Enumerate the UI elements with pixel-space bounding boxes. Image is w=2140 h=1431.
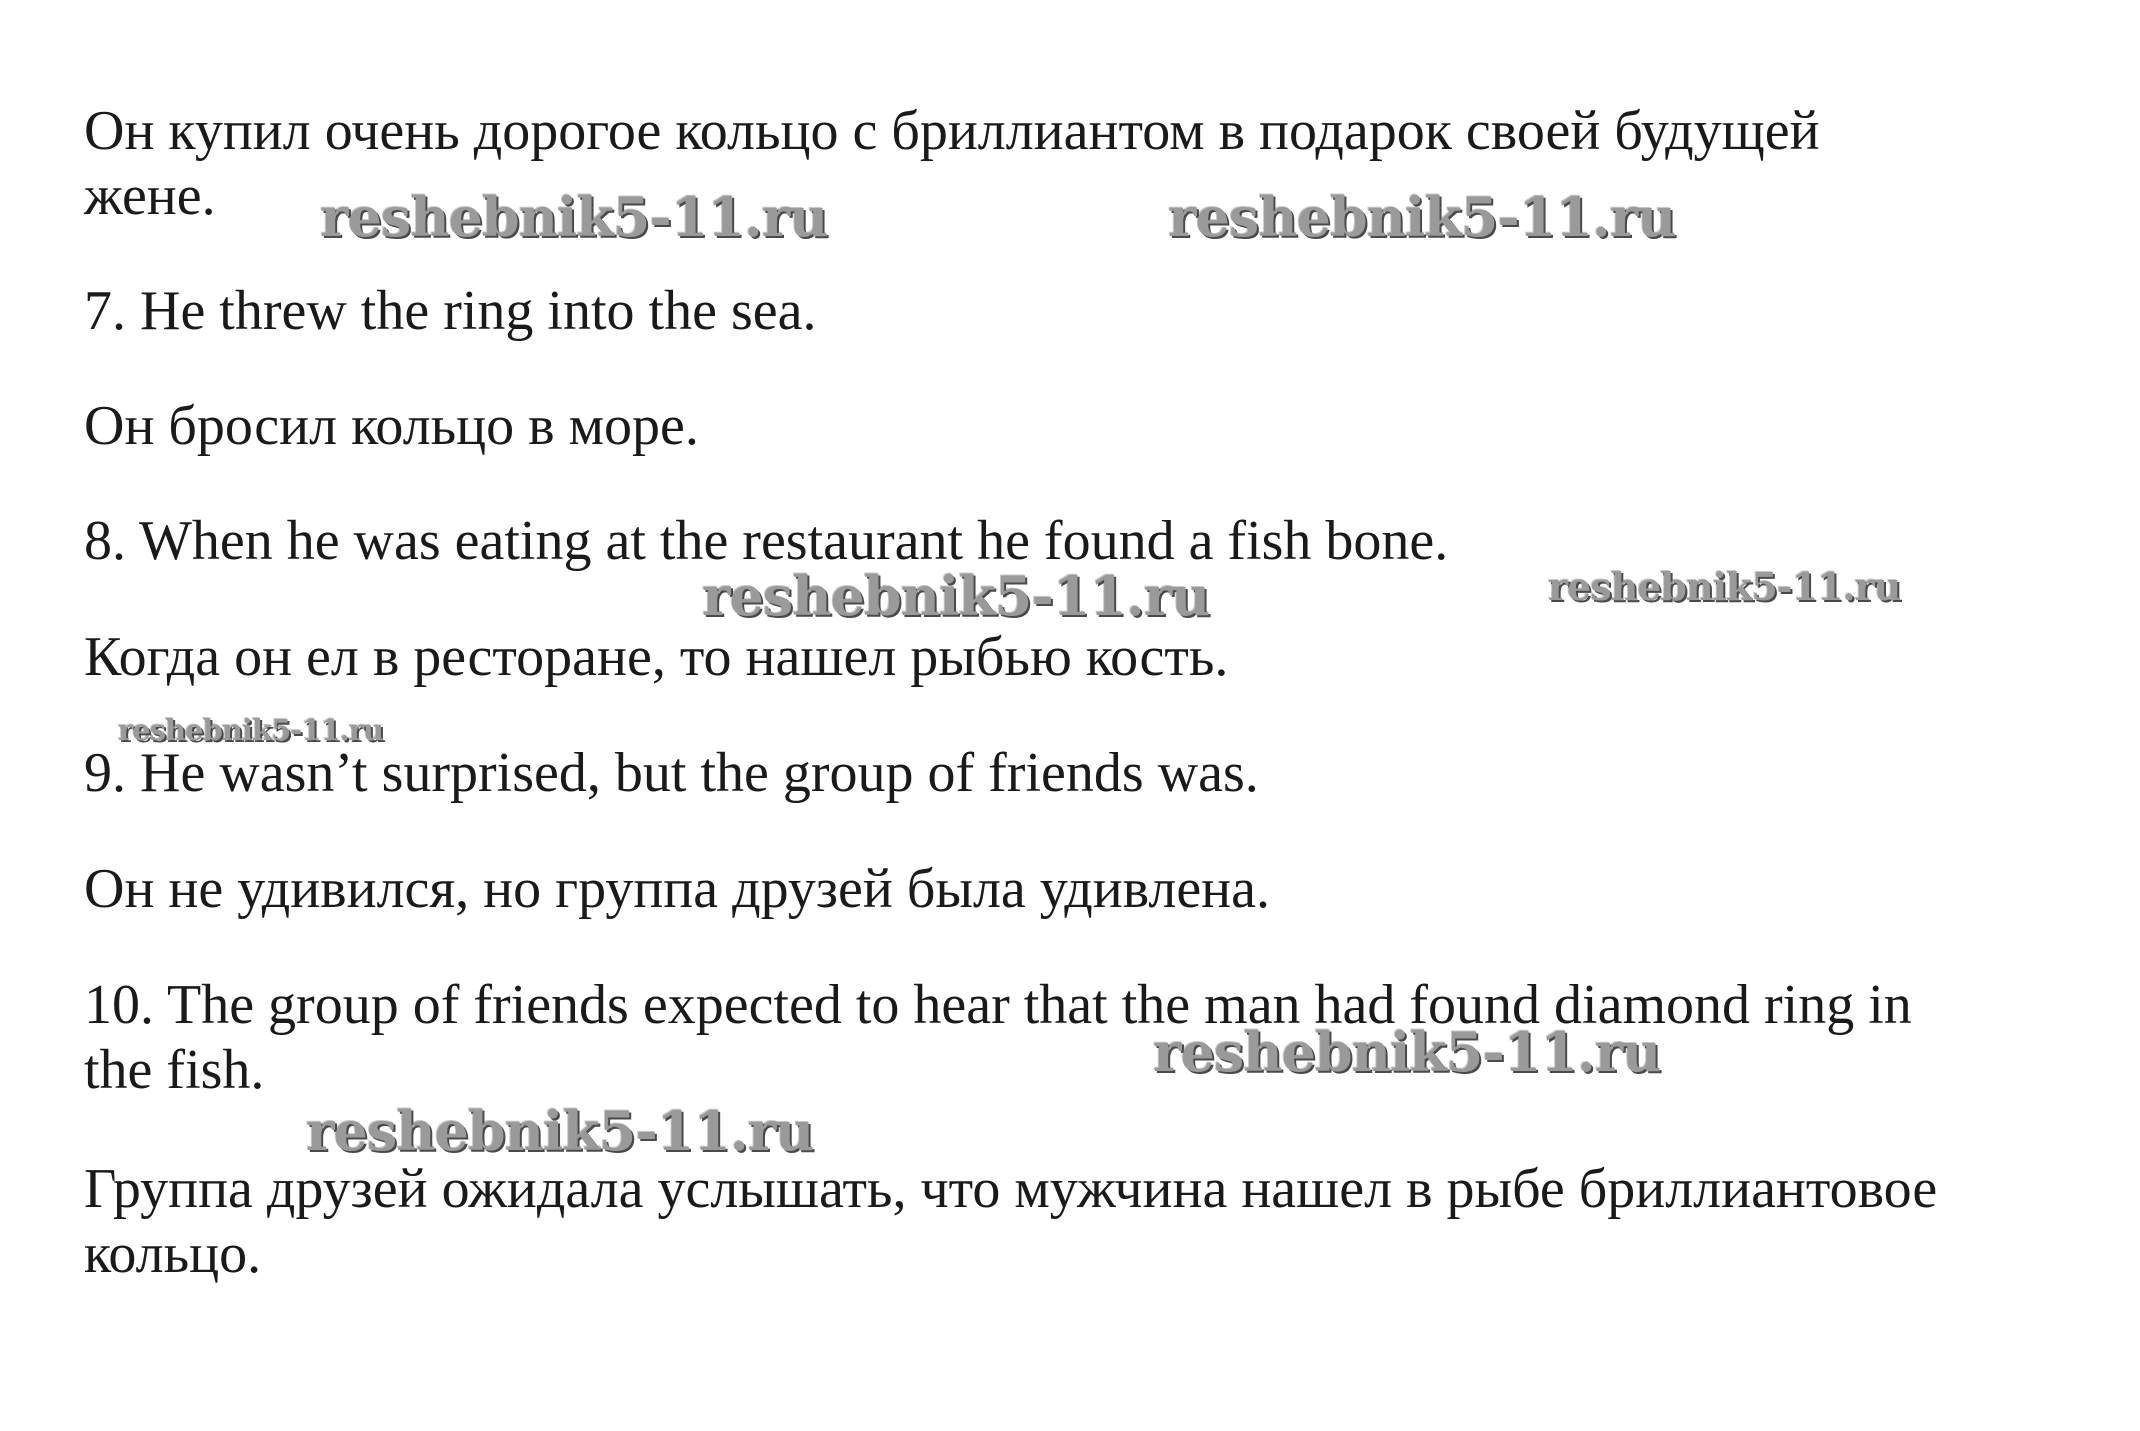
watermark: reshebnik5-11.ru <box>1153 1020 1661 1084</box>
text-line: 9. He wasn’t surprised, but the group of friends was. <box>84 742 1259 804</box>
text-line: кольцо. <box>84 1223 262 1285</box>
watermark: reshebnik5-11.ru <box>1168 185 1676 249</box>
text-line: Когда он ел в ресторане, то нашел рыбью кость. <box>84 626 1229 688</box>
text-line: the fish. <box>84 1039 265 1101</box>
text-line: Он не удивился, но группа друзей была удивлена. <box>84 858 1271 920</box>
watermark: reshebnik5-11.ru <box>320 185 828 249</box>
watermark: reshebnik5-11.ru <box>1548 564 1901 609</box>
text-line: Он купил очень дорогое кольцо с бриллиантом в подарок своей будущей <box>84 100 1820 162</box>
watermark: reshebnik5-11.ru <box>118 713 384 747</box>
text-line: Он бросил кольцо в море. <box>84 395 699 457</box>
watermark: reshebnik5-11.ru <box>702 564 1210 628</box>
text-line: 10. The group of friends expected to hear that the man had found diamond ring in <box>84 974 1912 1036</box>
text-line: жене. <box>84 165 216 227</box>
text-line: Группа друзей ожидала услышать, что мужчина нашел в рыбе бриллиантовое <box>84 1158 1938 1220</box>
watermark: reshebnik5-11.ru <box>306 1099 814 1163</box>
text-line: 8. When he was eating at the restaurant he found a fish bone. <box>84 510 1449 572</box>
text-line: 7. He threw the ring into the sea. <box>84 280 817 342</box>
